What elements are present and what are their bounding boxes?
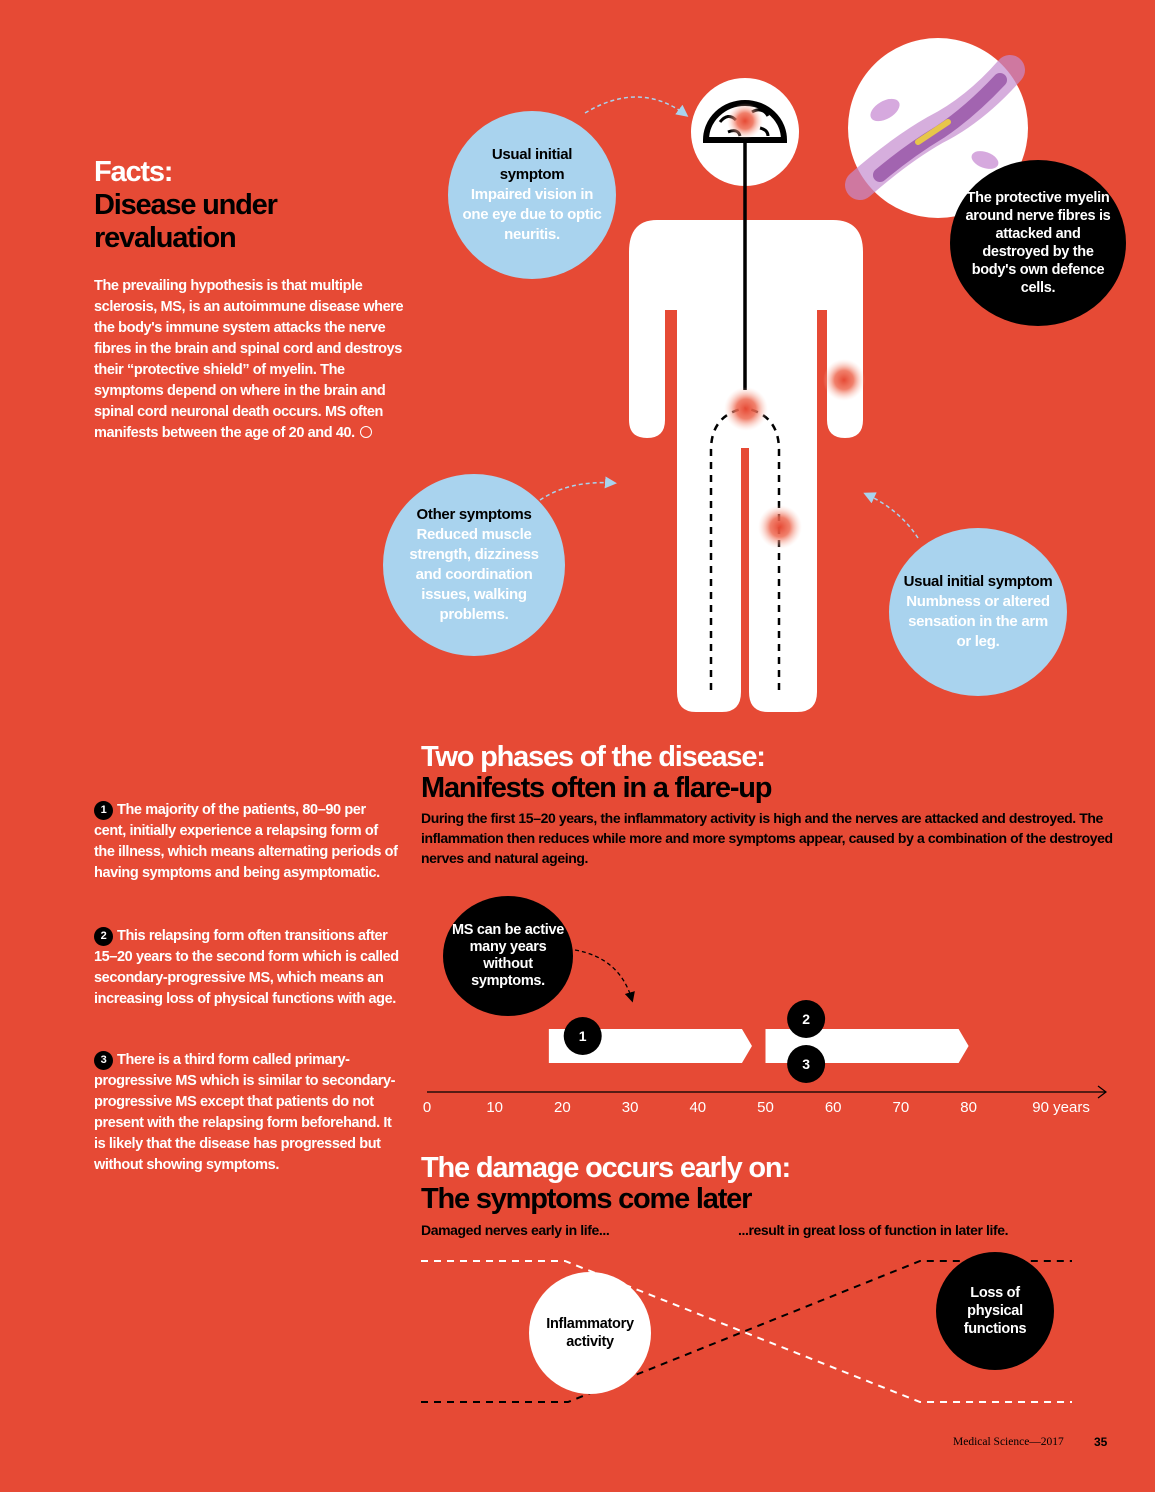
bubble-vision xyxy=(448,111,616,279)
tick-label: 50 xyxy=(757,1099,774,1116)
bubble-vision-head: Usual initial symptom xyxy=(491,146,573,183)
tick-label: 10 xyxy=(486,1099,504,1116)
arrow-to-arm xyxy=(866,494,918,538)
bubble-other-desc: Reduced muscle strength, dizziness and coordination issues, walking problems. xyxy=(409,526,539,623)
tick-label: 0 xyxy=(422,1099,432,1116)
arrow-to-body xyxy=(540,483,614,500)
bubble-vision-desc: Impaired vision in one eye due to optic neuritis. xyxy=(462,186,602,243)
bubble-ms-active-text: MS can be active many years without symptoms. xyxy=(451,922,565,989)
tick-label: 70 xyxy=(892,1099,910,1116)
footer-publication: Medical Science—2017 xyxy=(953,1436,1064,1448)
spot-spine xyxy=(724,387,768,431)
spot-arm xyxy=(823,359,865,401)
facts-title-line2: Disease under revaluation xyxy=(94,189,277,254)
bubble-myelin xyxy=(950,160,1126,326)
tick-label: 60 xyxy=(824,1099,842,1116)
bubble-numbness-desc: Numbness or altered sensation in the arm or leg. xyxy=(906,593,1050,650)
facts-title xyxy=(94,156,414,255)
bubble-loss xyxy=(936,1252,1054,1370)
note-3 xyxy=(94,1050,399,1176)
bubble-myelin-text: The protective myelin around nerve fibres is attacked and destroyed by the body's own defence cells. xyxy=(965,190,1111,296)
tick-label: 20 xyxy=(554,1099,571,1116)
tick-label: 40 xyxy=(689,1099,707,1116)
spot-leg xyxy=(758,505,802,549)
caption-right: ...result in great loss of function in later life. xyxy=(738,1222,1009,1238)
spot-brain xyxy=(727,103,763,139)
note-text: The majority of the patients, 80–90 per cent, initially experience a relapsing form of the illness, which means alternating periods of having symptoms and being asymptomatic. xyxy=(94,802,398,881)
bubble-other xyxy=(383,474,565,656)
bubble-loss-text: Loss of physical functions xyxy=(963,1285,1027,1337)
note-number: 2 xyxy=(94,927,113,946)
note-number: 3 xyxy=(94,1051,113,1070)
bubble-other-head: Other symptoms xyxy=(416,506,532,523)
facts-body xyxy=(94,276,404,444)
timeline-marker-label: 2 xyxy=(802,1011,811,1027)
end-mark-icon xyxy=(360,426,372,438)
damage-title-line2: The symptoms come later xyxy=(421,1183,752,1215)
bubble-numbness xyxy=(889,528,1067,696)
page-number: 35 xyxy=(1094,1435,1108,1449)
damage-title-line1: The damage occurs early on: xyxy=(421,1152,790,1184)
tick-label: 90 years xyxy=(1032,1099,1090,1116)
facts-body-text: The prevailing hypothesis is that multiple sclerosis, MS, is an autoimmune disease where the body's immune system attacks the nerve fibres in the brain and spinal cord and destroys their “protective shield” of myelin. The symptoms depend on where in the brain and spinal cord neuronal death occurs. MS often manifests between the age of 20 and 40. xyxy=(94,278,404,441)
arrow-to-brain xyxy=(585,97,686,115)
tick-label: 80 xyxy=(960,1099,977,1116)
tick-label: 30 xyxy=(621,1099,639,1116)
caption-left: Damaged nerves early in life... xyxy=(421,1222,610,1238)
note-2 xyxy=(94,926,399,1010)
timeline-ticks xyxy=(423,1099,1090,1116)
note-1 xyxy=(94,800,399,884)
timeline-bars xyxy=(549,1029,969,1063)
timeline-marker-label: 3 xyxy=(802,1056,811,1072)
bubble-ms-active xyxy=(443,896,573,1016)
bubble-inflammatory xyxy=(529,1272,651,1394)
phases-body: During the first 15–20 years, the inflammatory activity is high and the nerves are attacked and destroyed. The inflammation then reduces while more and more symptoms appear, caused by a combination of the destroyed nerves and natural ageing. xyxy=(421,810,1113,866)
phases-title xyxy=(421,742,1121,804)
arrow-to-timeline xyxy=(575,950,632,1000)
timeline-axis xyxy=(427,1086,1106,1098)
note-number: 1 xyxy=(94,801,113,820)
bubble-inflammatory-text: Inflammatory activity xyxy=(546,1316,634,1350)
note-text: This relapsing form often transitions after 15–20 years to the second form which is called secondary-progressive MS, which means an increasing loss of physical functions with age. xyxy=(94,928,399,1007)
timeline-marker-label: 1 xyxy=(578,1028,587,1044)
facts-title-line1: Facts: xyxy=(94,156,173,188)
phases-title-line2: Manifests often in a flare-up xyxy=(421,772,772,804)
note-text: There is a third form called primary-progressive MS which is similar to secondary-progressive MS except that patients do not present with the relapsing form beforehand. It is likely that the disease has progressed but without showing symptoms. xyxy=(94,1052,396,1173)
damage-title xyxy=(421,1153,1121,1215)
bubble-numbness-head: Usual initial symptom xyxy=(903,573,1053,590)
phases-title-line1: Two phases of the disease: xyxy=(421,741,765,773)
